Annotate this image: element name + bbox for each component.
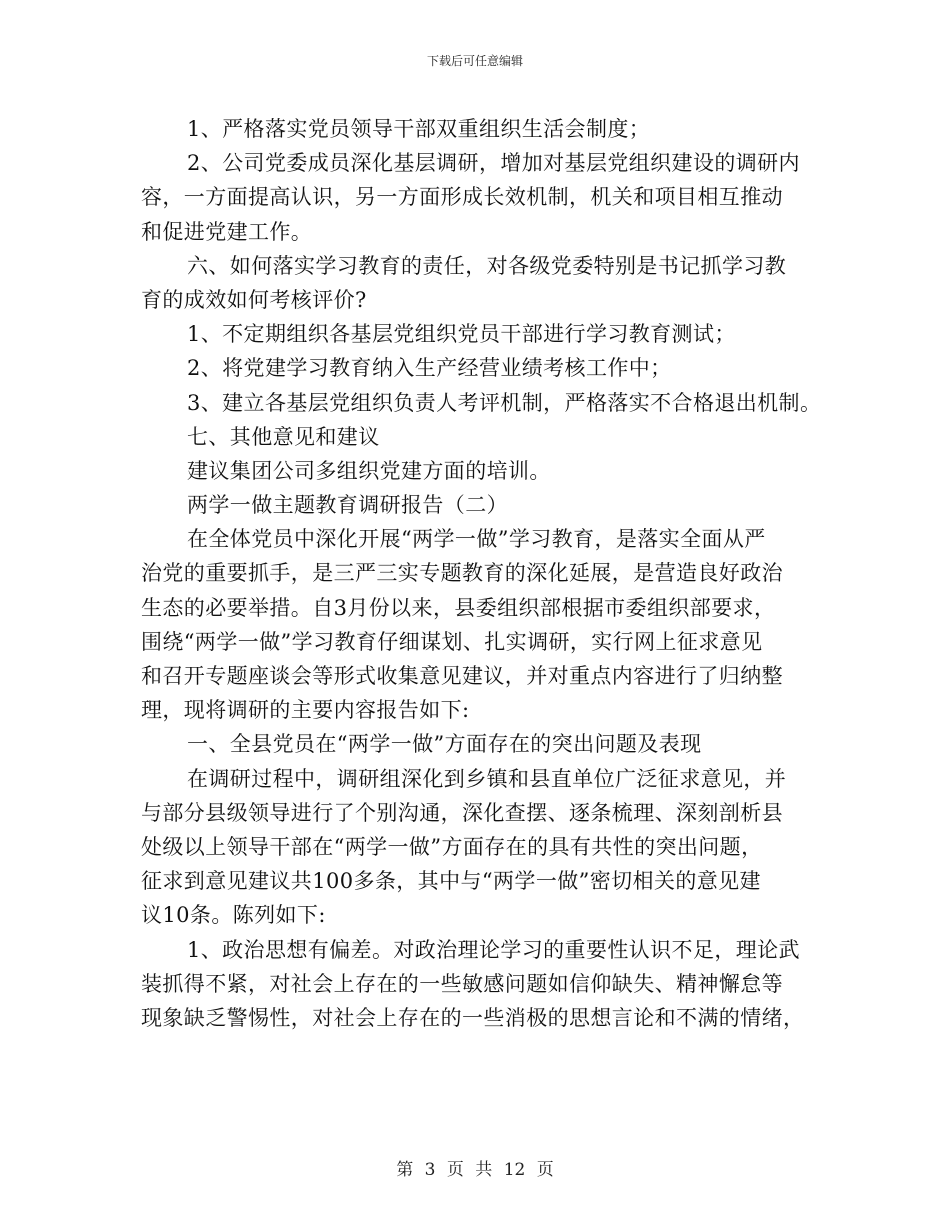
text-line: 2、公司党委成员深化基层调研，增加对基层党组织建设的调研内	[187, 151, 800, 176]
text-line: 和召开专题座谈会等形式收集意见建议，并对重点内容进行了归纳整	[141, 664, 783, 688]
text-line: 3、建立各基层党组织负责人考评机制，严格落实不合格退出机制。	[187, 390, 822, 415]
text-line: 议10条。陈列如下:	[141, 903, 326, 928]
text-line: 征求到意见建议共100多条，其中与“两学一做”密切相关的意见建	[141, 869, 761, 894]
text-line: 治党的重要抓手，是三严三实专题教育的深化延展，是营造良好政治	[141, 561, 783, 586]
text-line: 育的成效如何考核评价?	[141, 287, 367, 312]
text-line: 在调研过程中，调研组深化到乡镇和县直单位广泛征求意见，并	[187, 766, 787, 791]
text-line: 建议集团公司多组织党建方面的培训。	[187, 458, 551, 483]
text-line: 在全体党员中深化开展“两学一做”学习教育，是落实全面从严	[187, 527, 766, 552]
text-line: 生态的必要举措。自3月份以来，县委组织部根据市委组织部要求，	[141, 595, 776, 620]
page-header: 下载后可任意编辑	[426, 54, 523, 68]
text-line: 容，一方面提高认识，另一方面形成长效机制，机关和项目相互推动	[141, 185, 783, 210]
text-line: 六、如何落实学习教育的责任，对各级党委特别是书记抓学习教	[187, 253, 787, 278]
page-footer: 第 3 页 共 12 页	[396, 1160, 554, 1180]
text-line: 和促进党建工作。	[141, 219, 313, 244]
text-line: 与部分县级领导进行了个别沟通，深化查摆、逐条梳理、深刻剖析县	[141, 800, 783, 825]
text-line: 一、全县党员在“两学一做”方面存在的突出问题及表现	[187, 732, 702, 757]
text-line: 装抓得不紧，对社会上存在的一些敏感问题如信仰缺失、精神懈怠等	[141, 971, 783, 996]
text-line: 现象缺乏警惕性，对社会上存在的一些消极的思想言论和不满的情绪，	[141, 1005, 805, 1030]
text-line: 处级以上领导干部在“两学一做”方面存在的具有共性的突出问题，	[141, 834, 763, 859]
text-line: 理，现将调研的主要内容报告如下:	[141, 698, 470, 723]
text-line: 1、严格落实党员领导干部双重组织生活会制度；	[187, 117, 651, 141]
text-line: 1、不定期组织各基层党组织党员干部进行学习教育测试；	[187, 322, 736, 347]
document-body	[141, 112, 831, 1035]
text-line: 1、政治思想有偏差。对政治理论学习的重要性认识不足，理论武	[187, 937, 800, 962]
text-line: 两学一做主题教育调研报告（二）	[187, 493, 508, 518]
text-line: 七、其他意见和建议	[187, 424, 380, 449]
text-line: 2、将党建学习教育纳入生产经营业绩考核工作中；	[187, 356, 672, 381]
text-line: 围绕“两学一做”学习教育仔细谋划、扎实调研，实行网上征求意见	[141, 629, 763, 654]
